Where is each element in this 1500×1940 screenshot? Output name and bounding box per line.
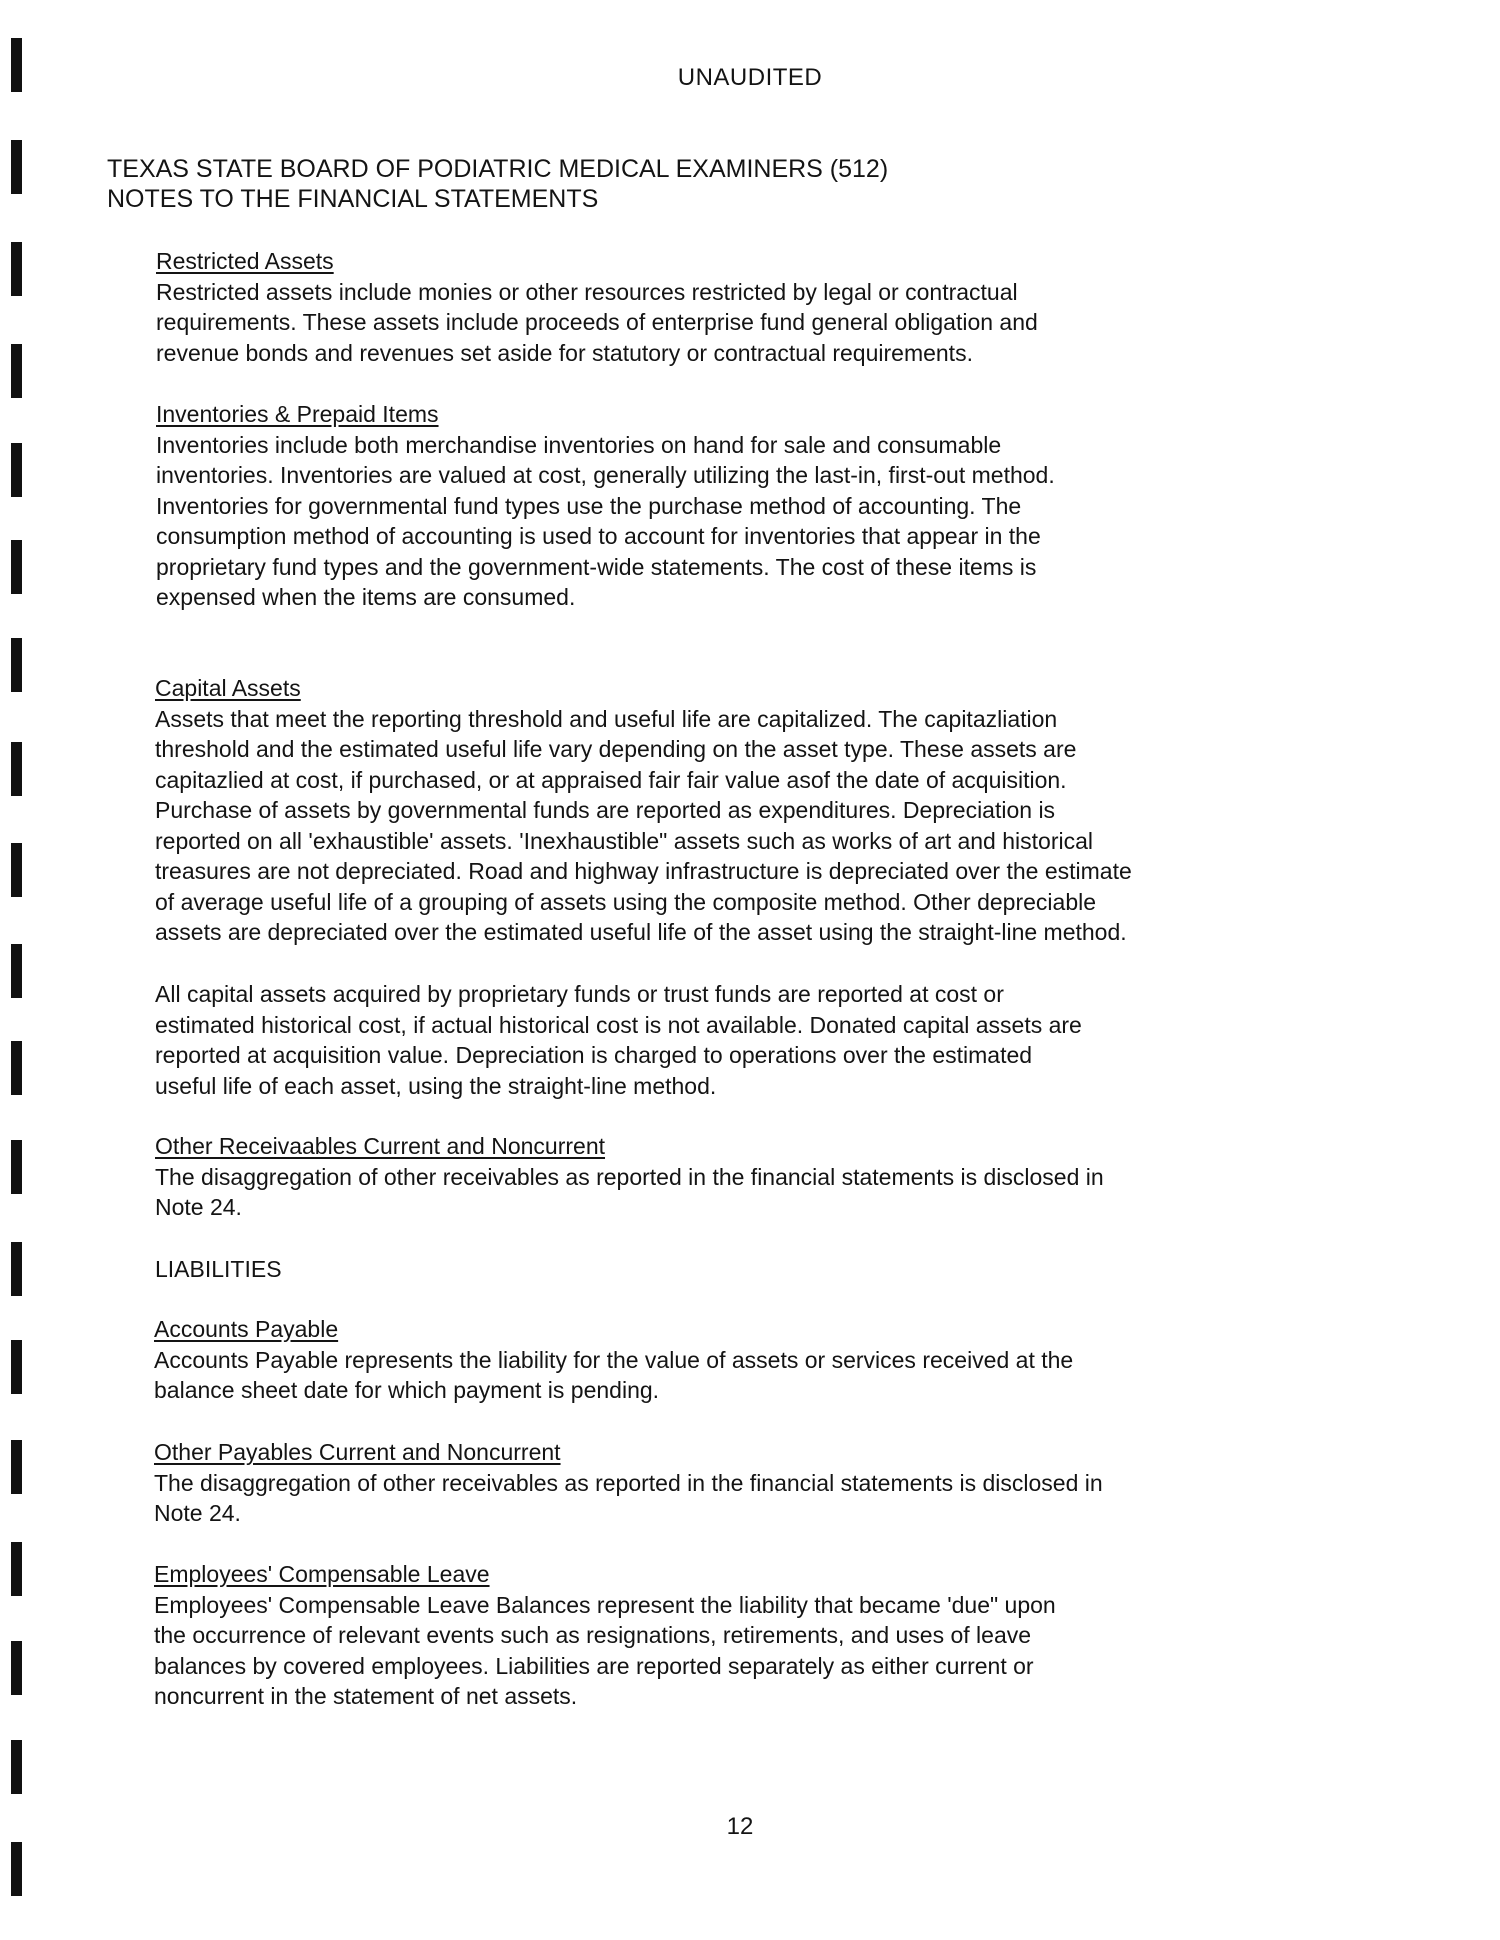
section-body: All capital assets acquired by proprietary funds or trust funds are reported at cost or estimated historical cost, if actual historical cost is not available. Donated capital assets are reported at acquisition value. Depreciation is charged to operations over the estimated useful life of each asset, using the straight-line method. xyxy=(155,981,1082,1099)
section-body: Inventories include both merchandise inventories on hand for sale and consumable inventories. Inventories are valued at cost, generally utilizing the last-in, first-out method. Inventories for governmental fund types use the purchase method of accounting. The consumption method of accounting is used to account for inventories that appear in the proprietary fund types and the government-wide statements. The cost of these items is expensed when the items are consumed. xyxy=(156,431,1055,610)
binding-mark xyxy=(11,638,22,692)
section-title: Accounts Payable xyxy=(154,1316,339,1342)
document-heading xyxy=(107,154,888,214)
section-body: Accounts Payable represents the liability for the value of assets or services received at the balance sheet date for which payment is pending. xyxy=(154,1346,1074,1403)
section-title: Other Payables Current and Noncurrent xyxy=(154,1439,561,1465)
binding-mark xyxy=(11,242,22,296)
section-other-payables xyxy=(154,1437,1103,1529)
section-capital-assets xyxy=(155,673,1132,948)
section-body: The disaggregation of other receivables as reported in the financial statements is disclosed in Note 24. xyxy=(155,1163,1104,1220)
binding-mark xyxy=(11,1242,22,1296)
binding-mark xyxy=(11,1340,22,1394)
section-capital-assets-continued xyxy=(155,979,1082,1101)
binding-mark xyxy=(11,443,22,497)
page-number: 12 xyxy=(726,1813,754,1840)
section-body: The disaggregation of other receivables as reported in the financial statements is disclosed in Note 24. xyxy=(154,1469,1103,1526)
section-accounts-payable xyxy=(154,1314,1073,1406)
section-inventories xyxy=(156,399,1055,613)
section-title: Employees' Compensable Leave xyxy=(154,1561,490,1587)
binding-mark xyxy=(11,540,22,594)
binding-mark xyxy=(11,843,22,897)
section-body: Employees' Compensable Leave Balances represent the liability that became 'due" upon the occurrence of relevant events such as resignations, retirements, and uses of leave balances by covered employees. Liabilities are reported separately as either current or noncurrent in the statement of net assets. xyxy=(154,1591,1056,1709)
section-restricted-assets xyxy=(156,246,1038,368)
section-title: Inventories & Prepaid Items xyxy=(156,401,439,427)
section-compensable-leave xyxy=(154,1559,1056,1712)
section-body: Assets that meet the reporting threshold and useful life are capitalized. The capitazliation threshold and the estimated useful life vary depending on the asset type. These assets are capitazlied at cost, if purchased, or at appraised fair fair value asof the date of acquisition. Purchase of assets by governmental funds are reported as expenditures. Depreciation is reported on all 'exhaustible' assets. 'Inexhaustible" assets such as works of art and historical treasures are not depreciated. Road and highway infrastructure is depreciated over the estimate of average useful life of a grouping of assets using the composite method. Other depreciable assets are depreciated over the estimated useful life of the asset using the straight-line method. xyxy=(155,705,1132,945)
section-title: Other Receivaables Current and Noncurrent xyxy=(155,1133,606,1159)
binding-mark xyxy=(11,1542,22,1596)
document-subtitle: NOTES TO THE FINANCIAL STATEMENTS xyxy=(107,185,599,213)
binding-mark xyxy=(11,1641,22,1695)
binding-mark xyxy=(11,1842,22,1896)
liabilities-heading: LIABILITIES xyxy=(155,1256,282,1282)
binding-mark xyxy=(11,1140,22,1194)
section-title: Capital Assets xyxy=(155,675,301,701)
agency-name: TEXAS STATE BOARD OF PODIATRIC MEDICAL EXAMINERS (512) xyxy=(107,155,889,183)
binding-mark xyxy=(11,1440,22,1494)
unaudited-label: UNAUDITED xyxy=(677,64,823,91)
section-title: Restricted Assets xyxy=(156,248,334,274)
binding-mark xyxy=(11,742,22,796)
section-other-receivables xyxy=(155,1131,1104,1223)
binding-mark xyxy=(11,344,22,398)
binding-mark xyxy=(11,140,22,194)
binding-mark xyxy=(11,944,22,998)
binding-mark xyxy=(11,1740,22,1794)
section-body: Restricted assets include monies or other resources restricted by legal or contractual requirements. These assets include proceeds of enterprise fund general obligation and revenue bonds and revenues set aside for statutory or contractual requirements. xyxy=(156,278,1038,366)
binding-mark xyxy=(11,1041,22,1095)
